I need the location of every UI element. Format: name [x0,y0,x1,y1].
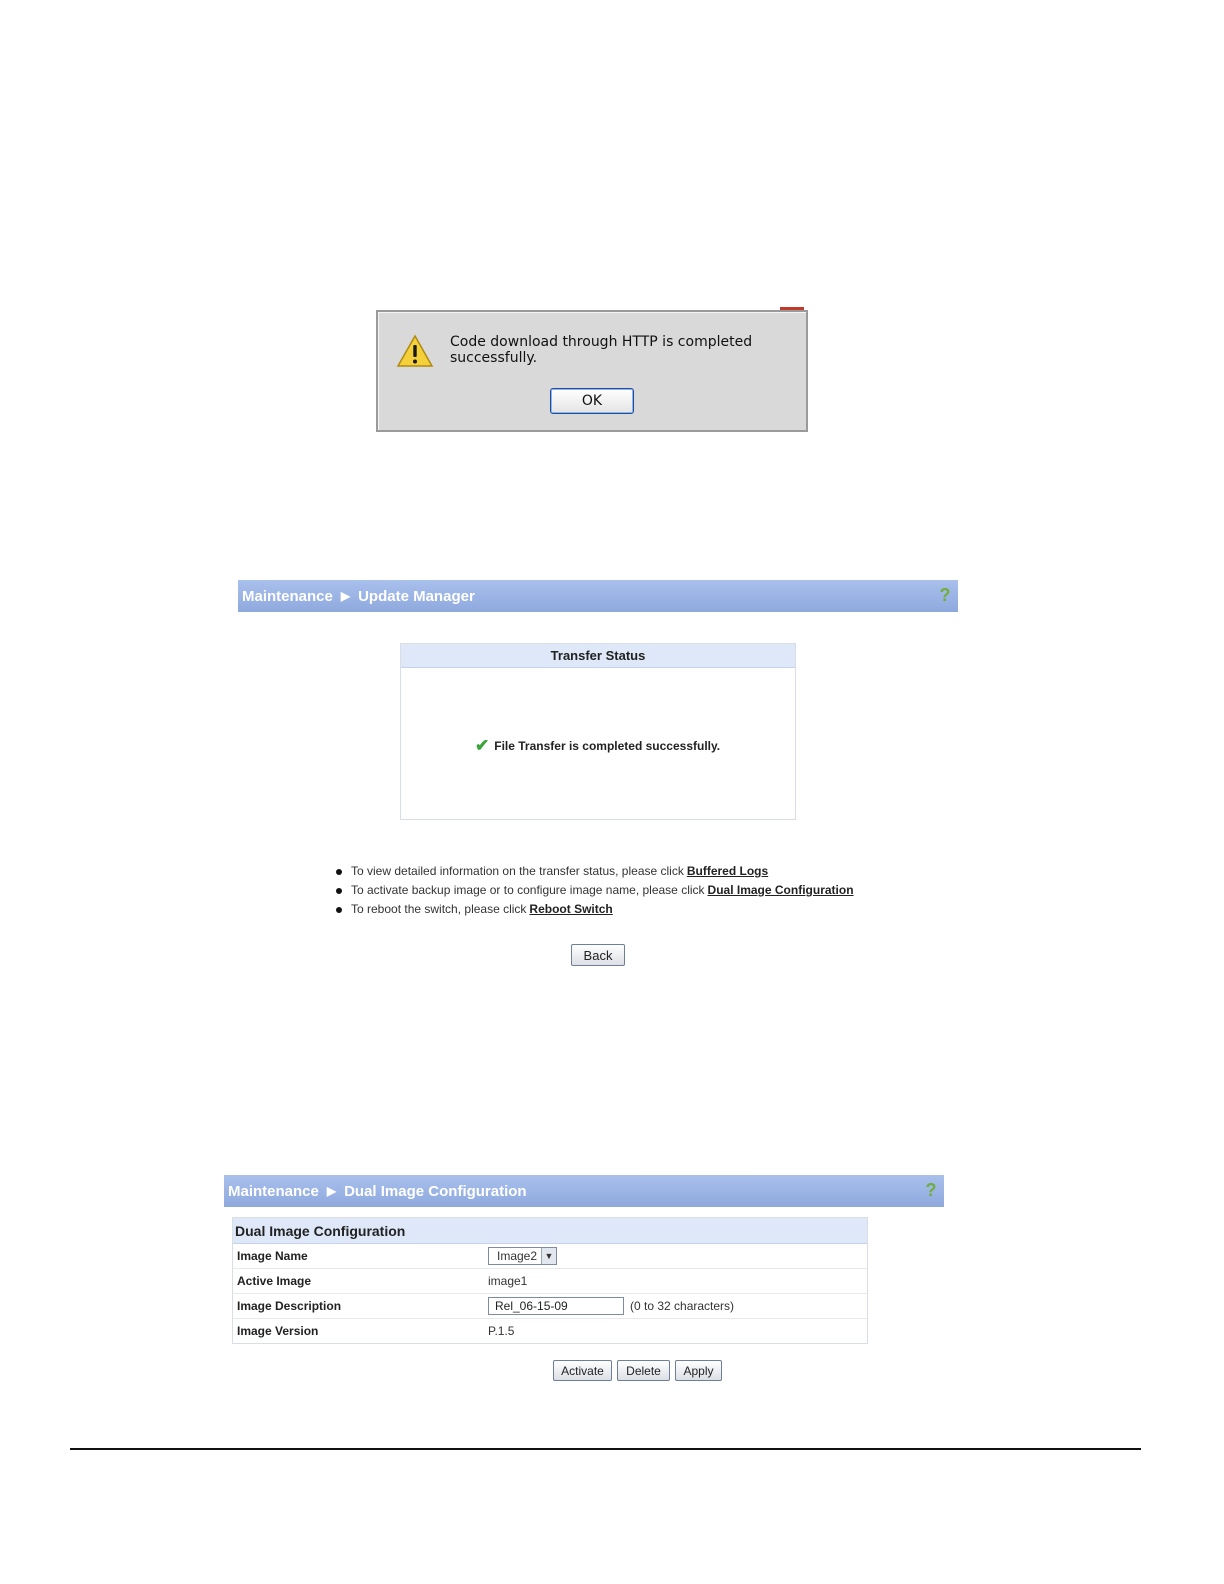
image-version-value: P.1.5 [488,1324,515,1338]
image-name-selected: Image2 [497,1249,538,1263]
check-icon: ✔ [475,736,490,755]
reboot-switch-link[interactable]: Reboot Switch [529,902,613,916]
transfer-status-message [475,736,720,756]
bullet-icon [336,907,342,913]
breadcrumb-page: Dual Image Configuration [344,1182,527,1200]
table-row [233,1269,867,1294]
list-item [336,862,854,881]
active-image-value: image1 [488,1274,528,1288]
info-text: To reboot the switch, please click [351,902,527,916]
list-item [336,881,854,900]
chevron-down-icon[interactable]: ▼ [541,1248,556,1264]
info-list [336,862,854,919]
dual-image-table [232,1217,868,1344]
triangle-right-icon: ▶ [340,589,351,603]
triangle-right-icon: ▶ [326,1184,337,1198]
dual-image-buttons [553,1360,722,1381]
image-description-label: Image Description [237,1299,342,1313]
info-text: To activate backup image or to configure image name, please click [351,883,705,897]
dual-image-table-title: Dual Image Configuration [233,1218,867,1244]
alert-message: Code download through HTTP is completed successfully. [450,334,753,366]
buffered-logs-link[interactable]: Buffered Logs [686,864,769,878]
list-item [336,900,854,919]
bullet-icon [336,869,342,875]
table-row [233,1319,867,1343]
apply-button[interactable]: Apply [675,1360,722,1381]
transfer-status-title: Transfer Status [401,644,795,668]
update-manager-header [238,580,958,612]
delete-button[interactable]: Delete [617,1360,670,1381]
info-text: To view detailed information on the transfer status, please click [351,864,684,878]
transfer-status-panel [400,643,796,820]
warning-icon [396,334,434,368]
active-image-label: Active Image [237,1274,312,1288]
image-version-label: Image Version [237,1324,319,1338]
back-button[interactable]: Back [571,944,625,966]
image-description-hint: (0 to 32 characters) [630,1299,735,1313]
bullet-icon [336,888,342,894]
breadcrumb-page: Update Manager [358,587,475,605]
breadcrumb-section: Maintenance [228,1182,319,1200]
alert-dialog [376,310,808,432]
ok-button[interactable]: OK [550,388,634,414]
table-row [233,1244,867,1269]
breadcrumb-section: Maintenance [242,587,333,605]
image-description-input[interactable] [488,1297,624,1315]
table-row [233,1294,867,1319]
page-divider [70,1448,1141,1450]
image-name-select[interactable] [488,1247,557,1265]
transfer-status-text: File Transfer is completed successfully. [494,739,721,753]
image-name-label: Image Name [237,1249,308,1263]
dual-image-header [224,1175,944,1207]
dual-image-configuration-link[interactable]: Dual Image Configuration [707,883,854,897]
activate-button[interactable]: Activate [553,1360,612,1381]
help-icon[interactable]: ? [925,1180,937,1200]
help-icon[interactable]: ? [939,585,951,605]
